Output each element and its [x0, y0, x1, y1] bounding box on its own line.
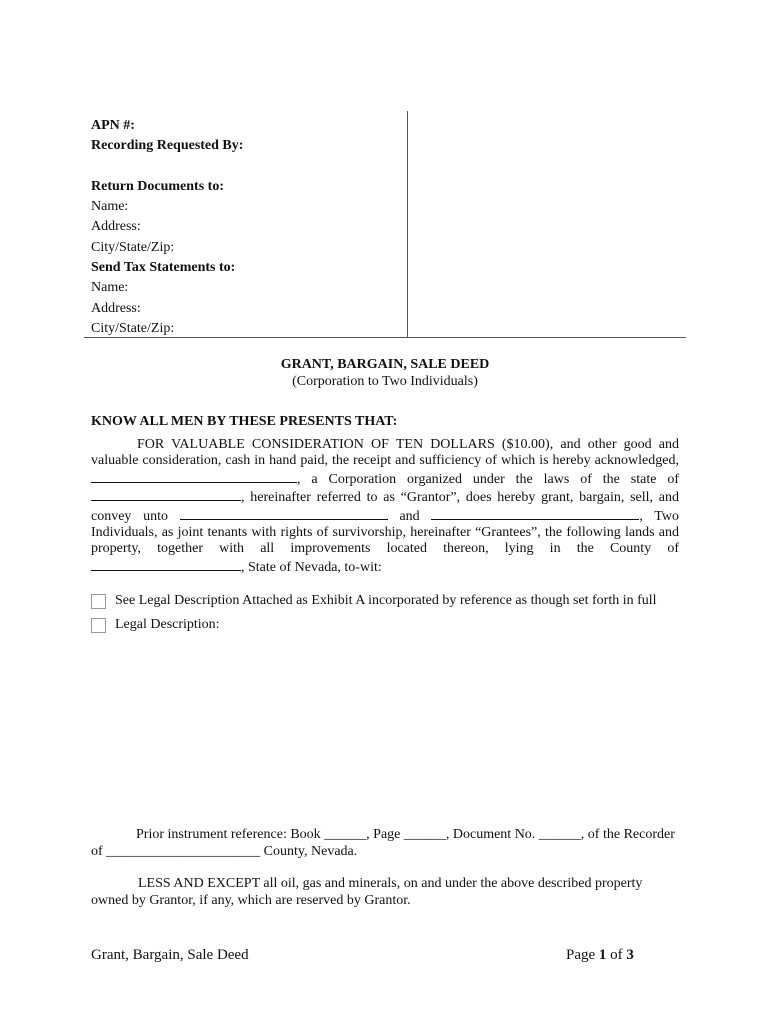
grantee-2-blank[interactable]: [431, 507, 639, 520]
deed-subtitle: (Corporation to Two Individuals): [292, 374, 478, 389]
header-horizontal-divider: [84, 337, 686, 338]
prior-text-1: Prior instrument reference: Book ______, Page ______, Document No. ______, of the Recorder of: [91, 827, 675, 859]
return-documents-label: Return Documents to:: [91, 178, 224, 194]
return-city-label: City/State/Zip:: [91, 239, 175, 255]
page-current: 1: [598, 947, 607, 963]
deed-title: GRANT, BARGAIN, SALE DEED: [280, 357, 490, 372]
tax-name-label: Name:: [91, 280, 129, 296]
legal-description-label: Legal Description:: [115, 617, 220, 632]
know-all-heading: KNOW ALL MEN BY THESE PRESENTS THAT:: [91, 414, 398, 429]
header-spacer: [91, 157, 391, 177]
body-text-3: , hereinafter referred to as “Grantor”, does hereby grant, bargain, sell, and convey unto: [91, 490, 679, 524]
body-text-4: and: [399, 508, 420, 524]
page-total: 3: [626, 947, 634, 963]
state-blank[interactable]: [91, 488, 241, 501]
return-name-label: Name:: [91, 199, 129, 215]
grantor-name-blank[interactable]: [91, 470, 297, 483]
exhibit-option[interactable]: [91, 593, 657, 609]
tax-statements-label: Send Tax Statements to:: [91, 260, 236, 276]
prior-text-2: ______________________ County, Nevada.: [106, 844, 358, 859]
body-text-5: , Two Individuals, as joint tenants with rights of survivorship, hereinafter “Grantees”, the following lands and property, together with all improvements located thereon, lying in the County of: [91, 508, 679, 557]
recording-requested-label: Recording Requested By:: [91, 138, 244, 154]
legal-description-checkbox[interactable]: [91, 618, 106, 633]
of-word: of: [610, 947, 623, 963]
county-blank[interactable]: [91, 558, 241, 571]
return-address-label: Address:: [91, 219, 141, 235]
exhibit-label: See Legal Description Attached as Exhibit A incorporated by reference as though set forth in full: [115, 593, 657, 608]
less-except-text: LESS AND EXCEPT all oil, gas and minerals, on and under the above described property owned by Grantor, if any, which are reserved by Grantor.: [91, 876, 643, 908]
body-text-2: , a Corporation organized under the laws of the state of: [297, 471, 679, 487]
tax-city-label: City/State/Zip:: [91, 320, 175, 336]
page-word: Page: [566, 947, 596, 963]
footer-document-title: Grant, Bargain, Sale Deed: [91, 947, 249, 963]
legal-description-option[interactable]: [91, 617, 220, 633]
body-text-6: , State of Nevada, to-wit:: [241, 559, 382, 575]
prior-instrument-paragraph: [91, 826, 679, 860]
apn-label: APN #:: [91, 118, 135, 133]
header-vertical-divider: [407, 111, 408, 337]
consideration-paragraph: [91, 437, 679, 576]
body-text-1: FOR VALUABLE CONSIDERATION OF TEN DOLLARS ($10.00), and other good and valuable consideration, cash in hand paid, the receipt and sufficiency of which is hereby acknowledged,: [91, 437, 679, 469]
less-except-paragraph: [91, 876, 679, 909]
footer-page-number: [566, 947, 634, 964]
exhibit-checkbox[interactable]: [91, 594, 106, 609]
tax-address-label: Address:: [91, 300, 141, 316]
grantee-1-blank[interactable]: [180, 507, 388, 520]
recording-header: [91, 116, 391, 339]
